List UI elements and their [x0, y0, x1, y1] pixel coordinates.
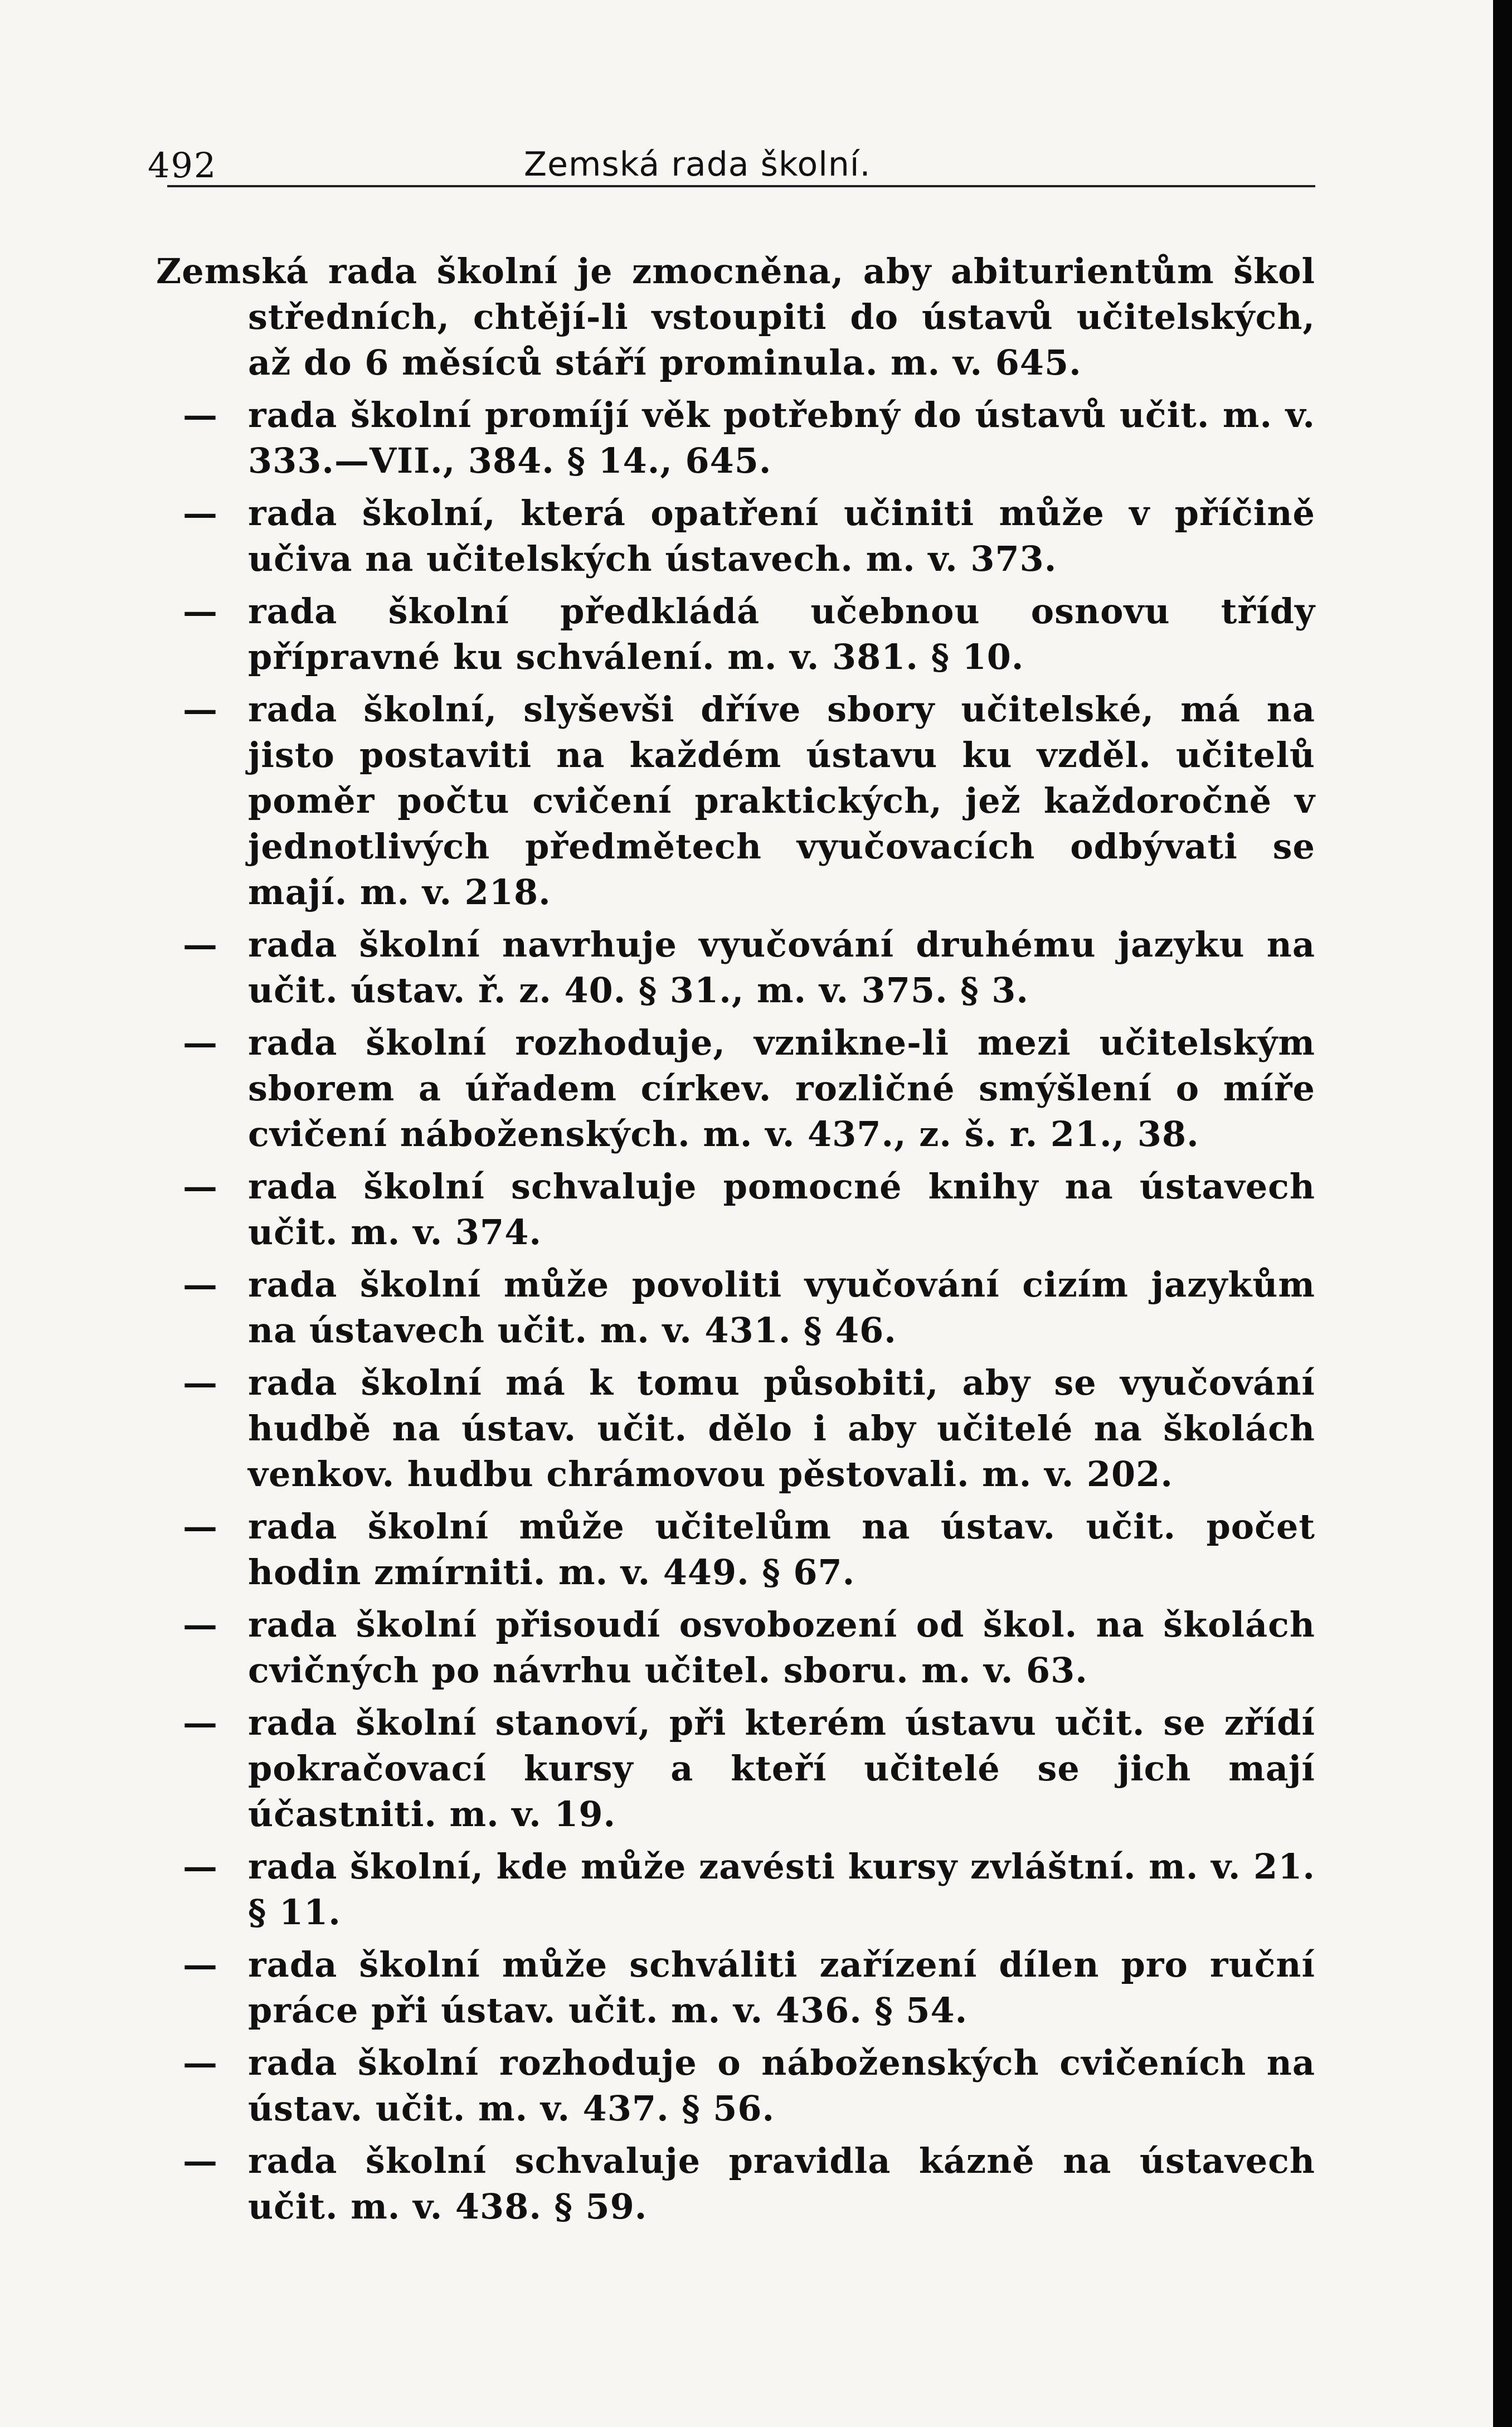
index-entry-text: rada školní rozhoduje o náboženských cvičeních na ústav. učit. m. v. 437. § 56.: [248, 2042, 1315, 2129]
entry-dash: —: [183, 591, 218, 632]
entry-dash: —: [183, 1362, 218, 1403]
entry-dash: —: [183, 1506, 218, 1547]
index-entry-12: [167, 1602, 1315, 1693]
book-page: [148, 145, 1315, 2236]
index-entry-text: rada školní přisoudí osvobození od škol. na školách cvičných po návrhu učitel. sboru. m. v. 63.: [248, 1604, 1315, 1691]
entry-dash: —: [183, 689, 218, 730]
index-entry-10: [167, 1360, 1315, 1497]
page-header: [148, 145, 1315, 187]
entry-dash: —: [183, 2140, 218, 2181]
index-entry-11: [167, 1504, 1315, 1595]
index-entry-4: [167, 589, 1315, 680]
entry-dash: —: [183, 1022, 218, 1063]
index-entry-text: rada školní rozhoduje, vznikne-li mezi učitelským sborem a úřadem církev. rozličné smýšlení o míře cvičení náboženských. m. v. 437., z. š. r. 21., 38.: [248, 1022, 1315, 1154]
index-entry-8: [167, 1164, 1315, 1255]
index-entry-text: rada školní promíjí věk potřebný do ústavů učit. m. v. 333.—VII., 384. § 14., 645.: [248, 395, 1315, 481]
entry-dash: —: [183, 1264, 218, 1305]
index-entry-3: [167, 491, 1315, 582]
index-entry-text: rada školní, která opatření učiniti může v příčině učiva na učitelských ústavech. m. v. 373.: [248, 493, 1315, 579]
index-entry-text: rada školní stanoví, při kterém ústavu učit. se zřídí pokračovací kursy a kteří učitelé se jich mají účastniti. m. v. 19.: [248, 1702, 1315, 1834]
index-entry-7: [167, 1020, 1315, 1157]
index-entry-15: [167, 1942, 1315, 2033]
index-entry-16: [167, 2040, 1315, 2132]
index-entry-17: [167, 2138, 1315, 2230]
index-entry-text: rada školní, slyševši dříve sbory učitelské, má na jisto postaviti na každém ústavu ku vzděl. učitelů poměr počtu cvičení praktických, jež každoročně v jednotlivých předmětech vyučovacích odbývati se mají. m. v. 218.: [248, 689, 1315, 912]
index-entry-5: [167, 687, 1315, 915]
index-entry-text: Zemská rada školní je zmocněna, aby abiturientům škol středních, chtějí-li vstoupiti do ústavů učitelských, až do 6 měsíců stáří prominula. m. v. 645.: [156, 251, 1315, 383]
index-entries: [156, 249, 1315, 2230]
index-entry-text: rada školní může povoliti vyučování cizím jazykům na ústavech učit. m. v. 431. § 46.: [248, 1264, 1315, 1351]
index-entry-text: rada školní schvaluje pravidla kázně na ústavech učit. m. v. 438. § 59.: [248, 2140, 1315, 2227]
page-number: 492: [148, 145, 217, 186]
index-entry-13: [167, 1700, 1315, 1837]
running-title: Zemská rada školní.: [524, 145, 871, 184]
index-entry-text: rada školní může učitelům na ústav. učit. počet hodin zmírniti. m. v. 449. § 67.: [248, 1506, 1315, 1593]
index-entry-9: [167, 1262, 1315, 1353]
entry-dash: —: [183, 1702, 218, 1743]
page-edge-bar: [1493, 0, 1512, 2427]
entry-dash: —: [183, 493, 218, 533]
index-entry-text: rada školní může schváliti zařízení dílen pro ruční práce při ústav. učit. m. v. 436. § 54.: [248, 1944, 1315, 2031]
entry-dash: —: [183, 395, 218, 435]
index-entry-text: rada školní navrhuje vyučování druhému jazyku na učit. ústav. ř. z. 40. § 31., m. v. 375. § 3.: [248, 924, 1315, 1011]
entry-dash: —: [183, 1944, 218, 1985]
index-entry-6: [167, 922, 1315, 1013]
index-entry-text: rada školní má k tomu působiti, aby se vyučování hudbě na ústav. učit. dělo i aby učitelé na školách venkov. hudbu chrámovou pěstovali. m. v. 202.: [248, 1362, 1315, 1494]
entry-dash: —: [183, 1166, 218, 1207]
index-entry-text: rada školní předkládá učebnou osnovu třídy přípravné ku schválení. m. v. 381. § 10.: [248, 591, 1315, 677]
entry-dash: —: [183, 924, 218, 965]
entry-dash: —: [183, 2042, 218, 2083]
entry-dash: —: [183, 1846, 218, 1887]
index-entry-text: rada školní, kde může zavésti kursy zvláštní. m. v. 21. § 11.: [248, 1846, 1315, 1933]
index-entry-text: rada školní schvaluje pomocné knihy na ústavech učit. m. v. 374.: [248, 1166, 1315, 1253]
index-entry-1: [156, 249, 1315, 386]
index-entry-2: [167, 392, 1315, 484]
entry-dash: —: [183, 1604, 218, 1645]
index-entry-14: [167, 1844, 1315, 1935]
